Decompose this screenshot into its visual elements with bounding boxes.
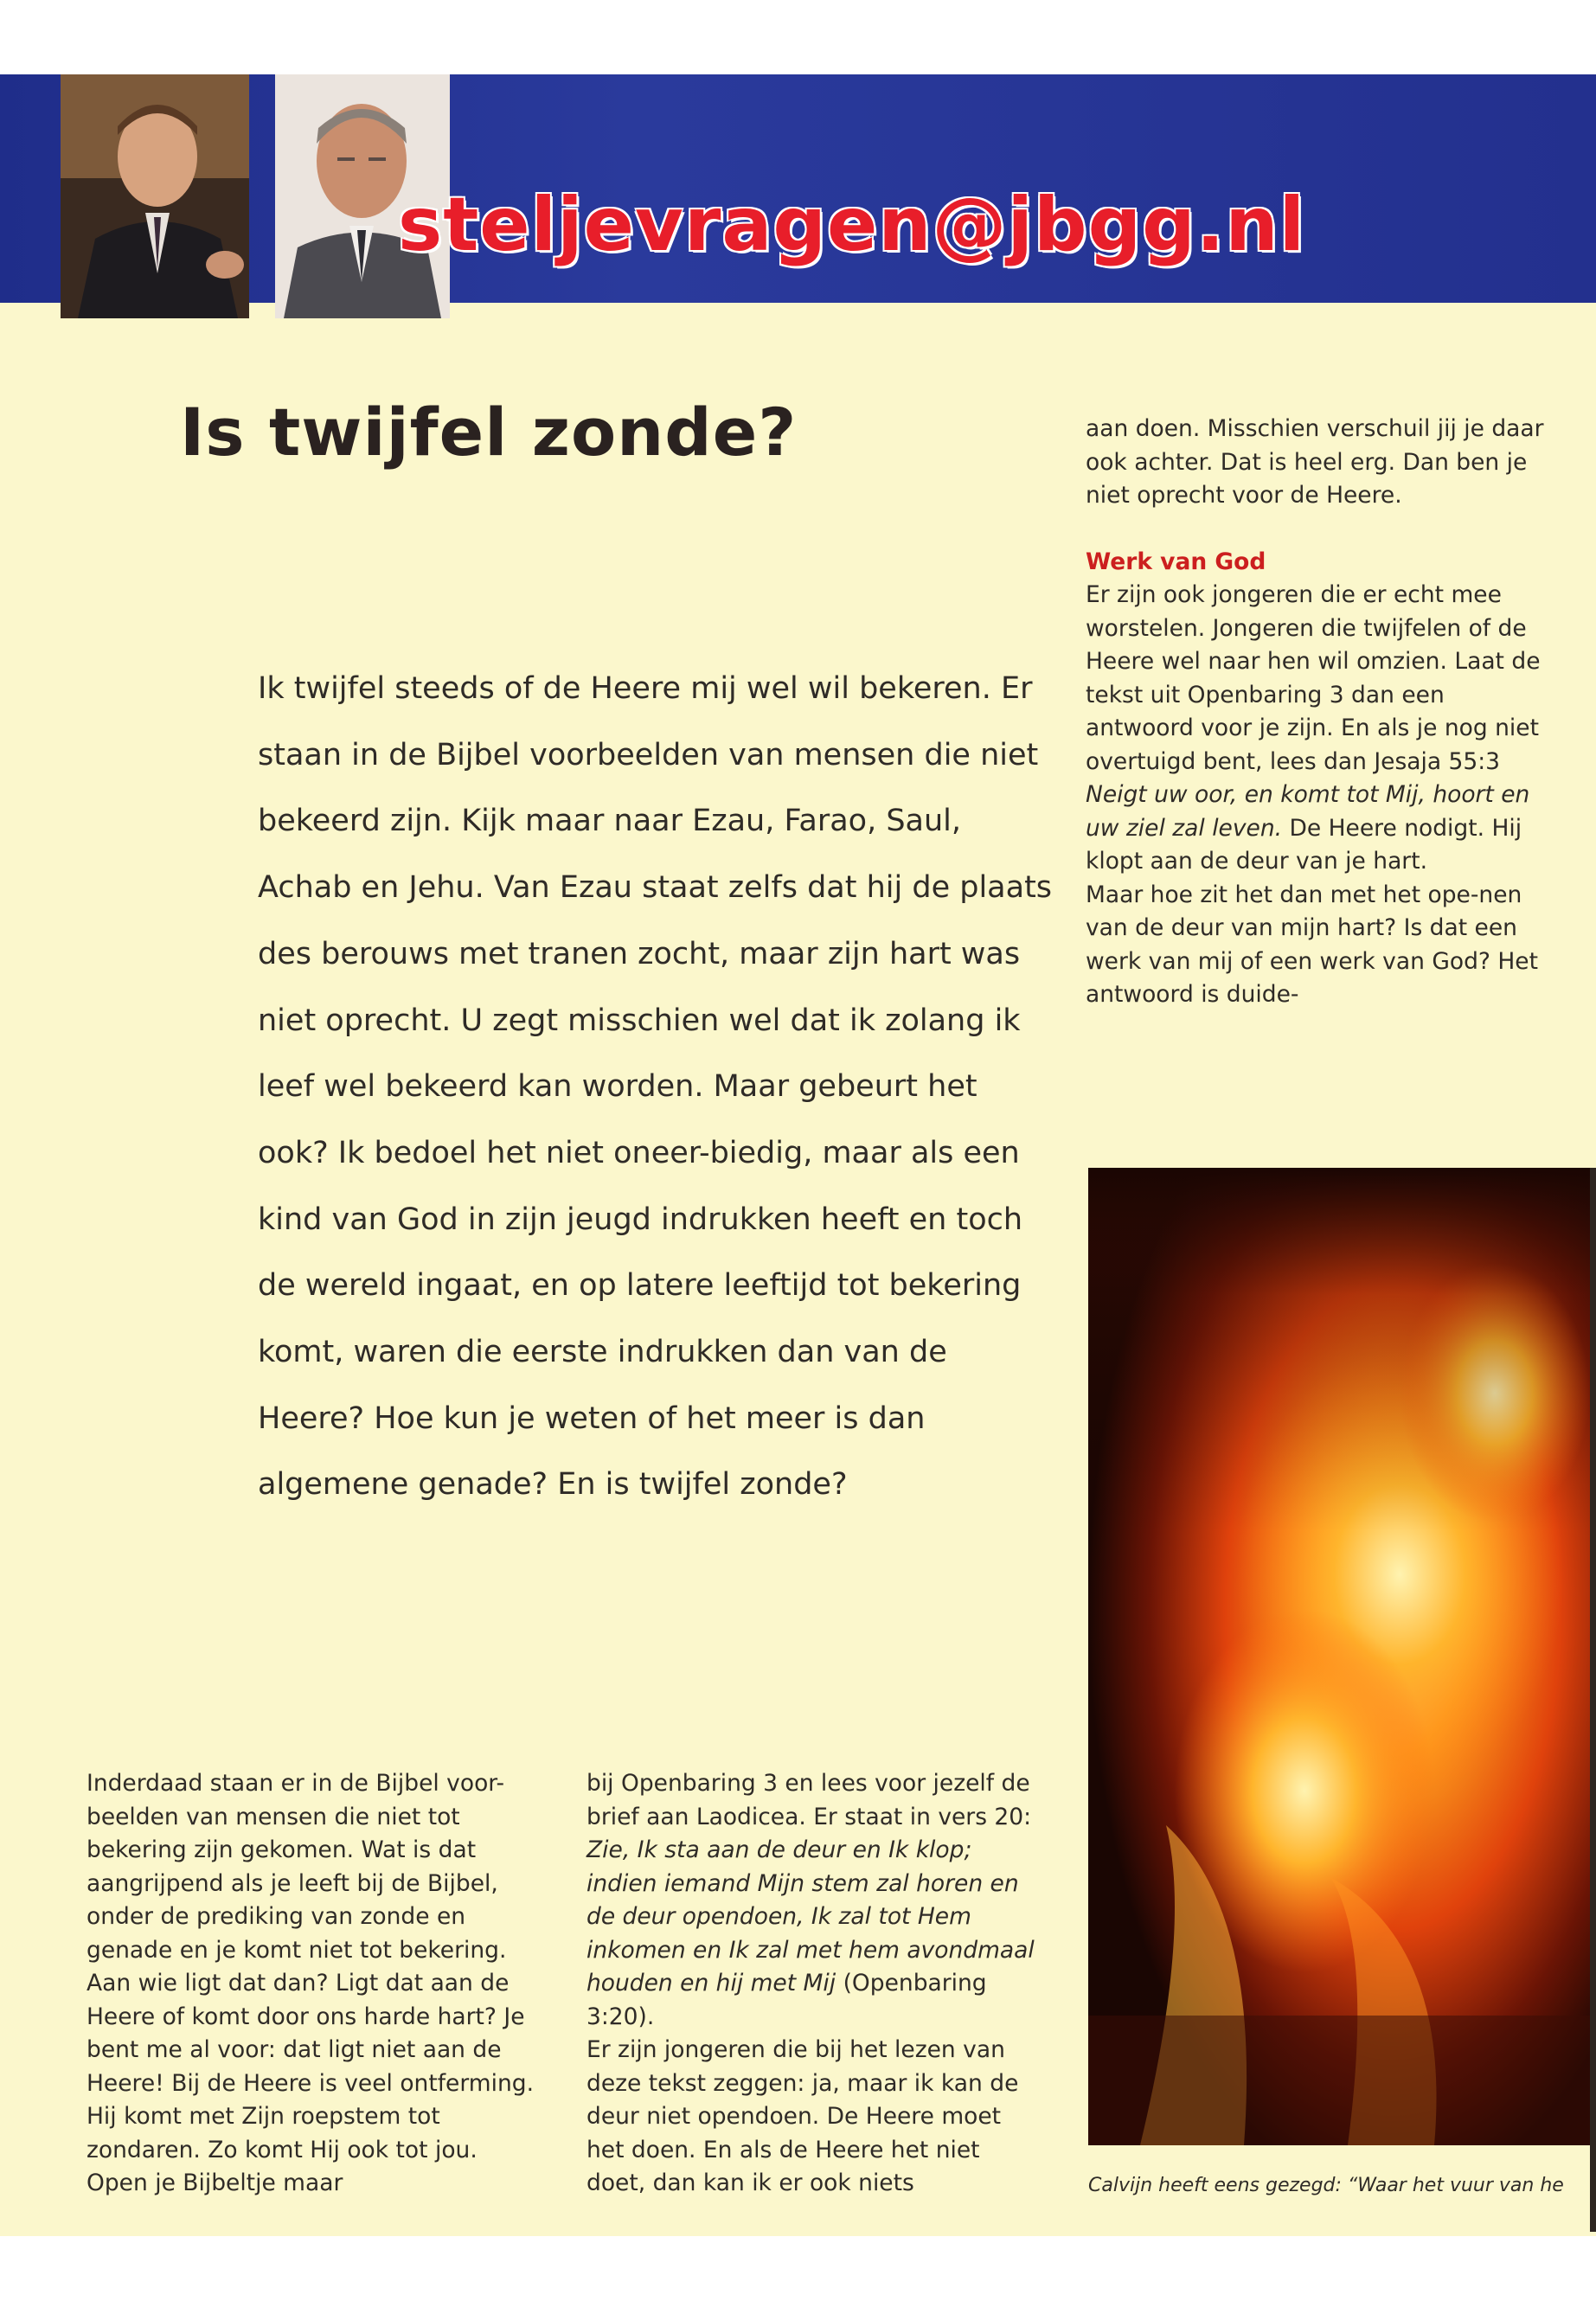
speaker-portrait-image [61, 74, 249, 318]
answer-column-right [1086, 413, 1544, 1012]
paragraph-text: Er zijn ook jongeren die er echt mee worstelen. Jongeren die twijfelen of de Heere wel naar hen wil omzien. Laat de tekst uit Openbaring 3 dan een antwoord voor je zijn. En als je nog niet overtuigd bent, lees dan Jesaja 55:3 [1086, 581, 1541, 775]
contact-email: steljevragen@jbgg.nl [398, 182, 1306, 268]
answer-paragraph [586, 1767, 1045, 2034]
fire-photo [1088, 1168, 1596, 2145]
photo-caption: Calvijn heeft eens gezegd: “Waar het vuur van he [1088, 2175, 1564, 2196]
answer-paragraph: Er zijn jongeren die bij het lezen van deze tekst zeggen: ja, maar ik kan de deur niet opendoen. De Heere moet het doen. En als de Heere het niet doet, dan kan ik er ook niets [586, 2036, 1019, 2196]
speaker-photo-left [61, 74, 249, 318]
paragraph-text: De Heere nodigt. Hij klopt aan de deur van je hart. [1086, 814, 1522, 875]
answer-column-middle [586, 1767, 1045, 2201]
answer-paragraph: aan doen. Misschien verschuil jij je daar ook achter. Dat is heel erg. Dan ben je niet oprecht voor de Heere. [1086, 415, 1544, 509]
answer-paragraph: Inderdaad staan er in de Bijbel voor-beelden van mensen die niet tot bekering zijn gekomen. Wat is dat aangrijpend als je leeft bij de Bijbel, onder de prediking van zonde en genade en je komt niet tot bekering. Aan wie ligt dat dan? Ligt dat aan de Heere of komt door ons harde hart? Je bent me al voor: dat ligt niet aan de Heere! Bij de Heere is veel ontferming. Hij komt met Zijn roepstem tot zondaren. Zo komt Hij ook tot jou. Open je Bijbeltje maar [87, 1770, 534, 2196]
paragraph-text: bij Openbaring 3 en lees voor jezelf de brief aan Laodicea. Er staat in vers 20: [586, 1770, 1032, 1830]
top-margin [0, 0, 1596, 74]
scripture-reference: (Openbaring 3:20). [586, 1970, 987, 2030]
scripture-quote: Zie, Ik sta aan de deur en Ik klop; indien iemand Mijn stem zal horen en de deur opendoen, Ik zal tot Hem inkomen en Ik zal met hem avondmaal houden en hij met Mij [586, 1836, 1035, 1997]
question-text: Ik twijfel steeds of de Heere mij wel wil bekeren. Er staan in de Bijbel voorbeelden van mensen die niet bekeerd zijn. Kijk maar naar Ezau, Farao, Saul, Achab en Jehu. Van Ezau staat zelfs dat hij de plaats des berouws met tranen zocht, maar zijn hart was niet oprecht. U zegt misschien wel dat ik zolang ik leef wel bekeerd kan worden. Maar gebeurt het ook? Ik bedoel het niet oneer-biedig, maar als een kind van God in zijn jeugd indrukken heeft en toch de wereld ingaat, en op latere leeftijd tot bekering komt, waren die eerste indrukken dan van de Heere? Hoe kun je weten of het meer is dan algemene genade? En is twijfel zonde? [258, 671, 1053, 1503]
answer-column-left [87, 1767, 545, 2201]
page-edge-rule [1590, 1168, 1596, 2232]
answer-paragraph: Maar hoe zit het dan met het ope-nen van de deur van mijn hart? Is dat een werk van mij of een werk van God? Het antwoord is duide- [1086, 881, 1538, 1008]
bottom-margin [0, 2236, 1596, 2301]
scripture-quote: Neigt uw oor, en komt tot Mij, hoort en uw ziel zal leven. [1086, 781, 1530, 842]
answer-paragraph [1086, 579, 1544, 879]
section-subheading: Werk van God [1086, 548, 1266, 575]
article-title: Is twijfel zonde? [180, 394, 798, 471]
fire-image [1088, 1168, 1596, 2145]
reader-question [258, 656, 1054, 1518]
